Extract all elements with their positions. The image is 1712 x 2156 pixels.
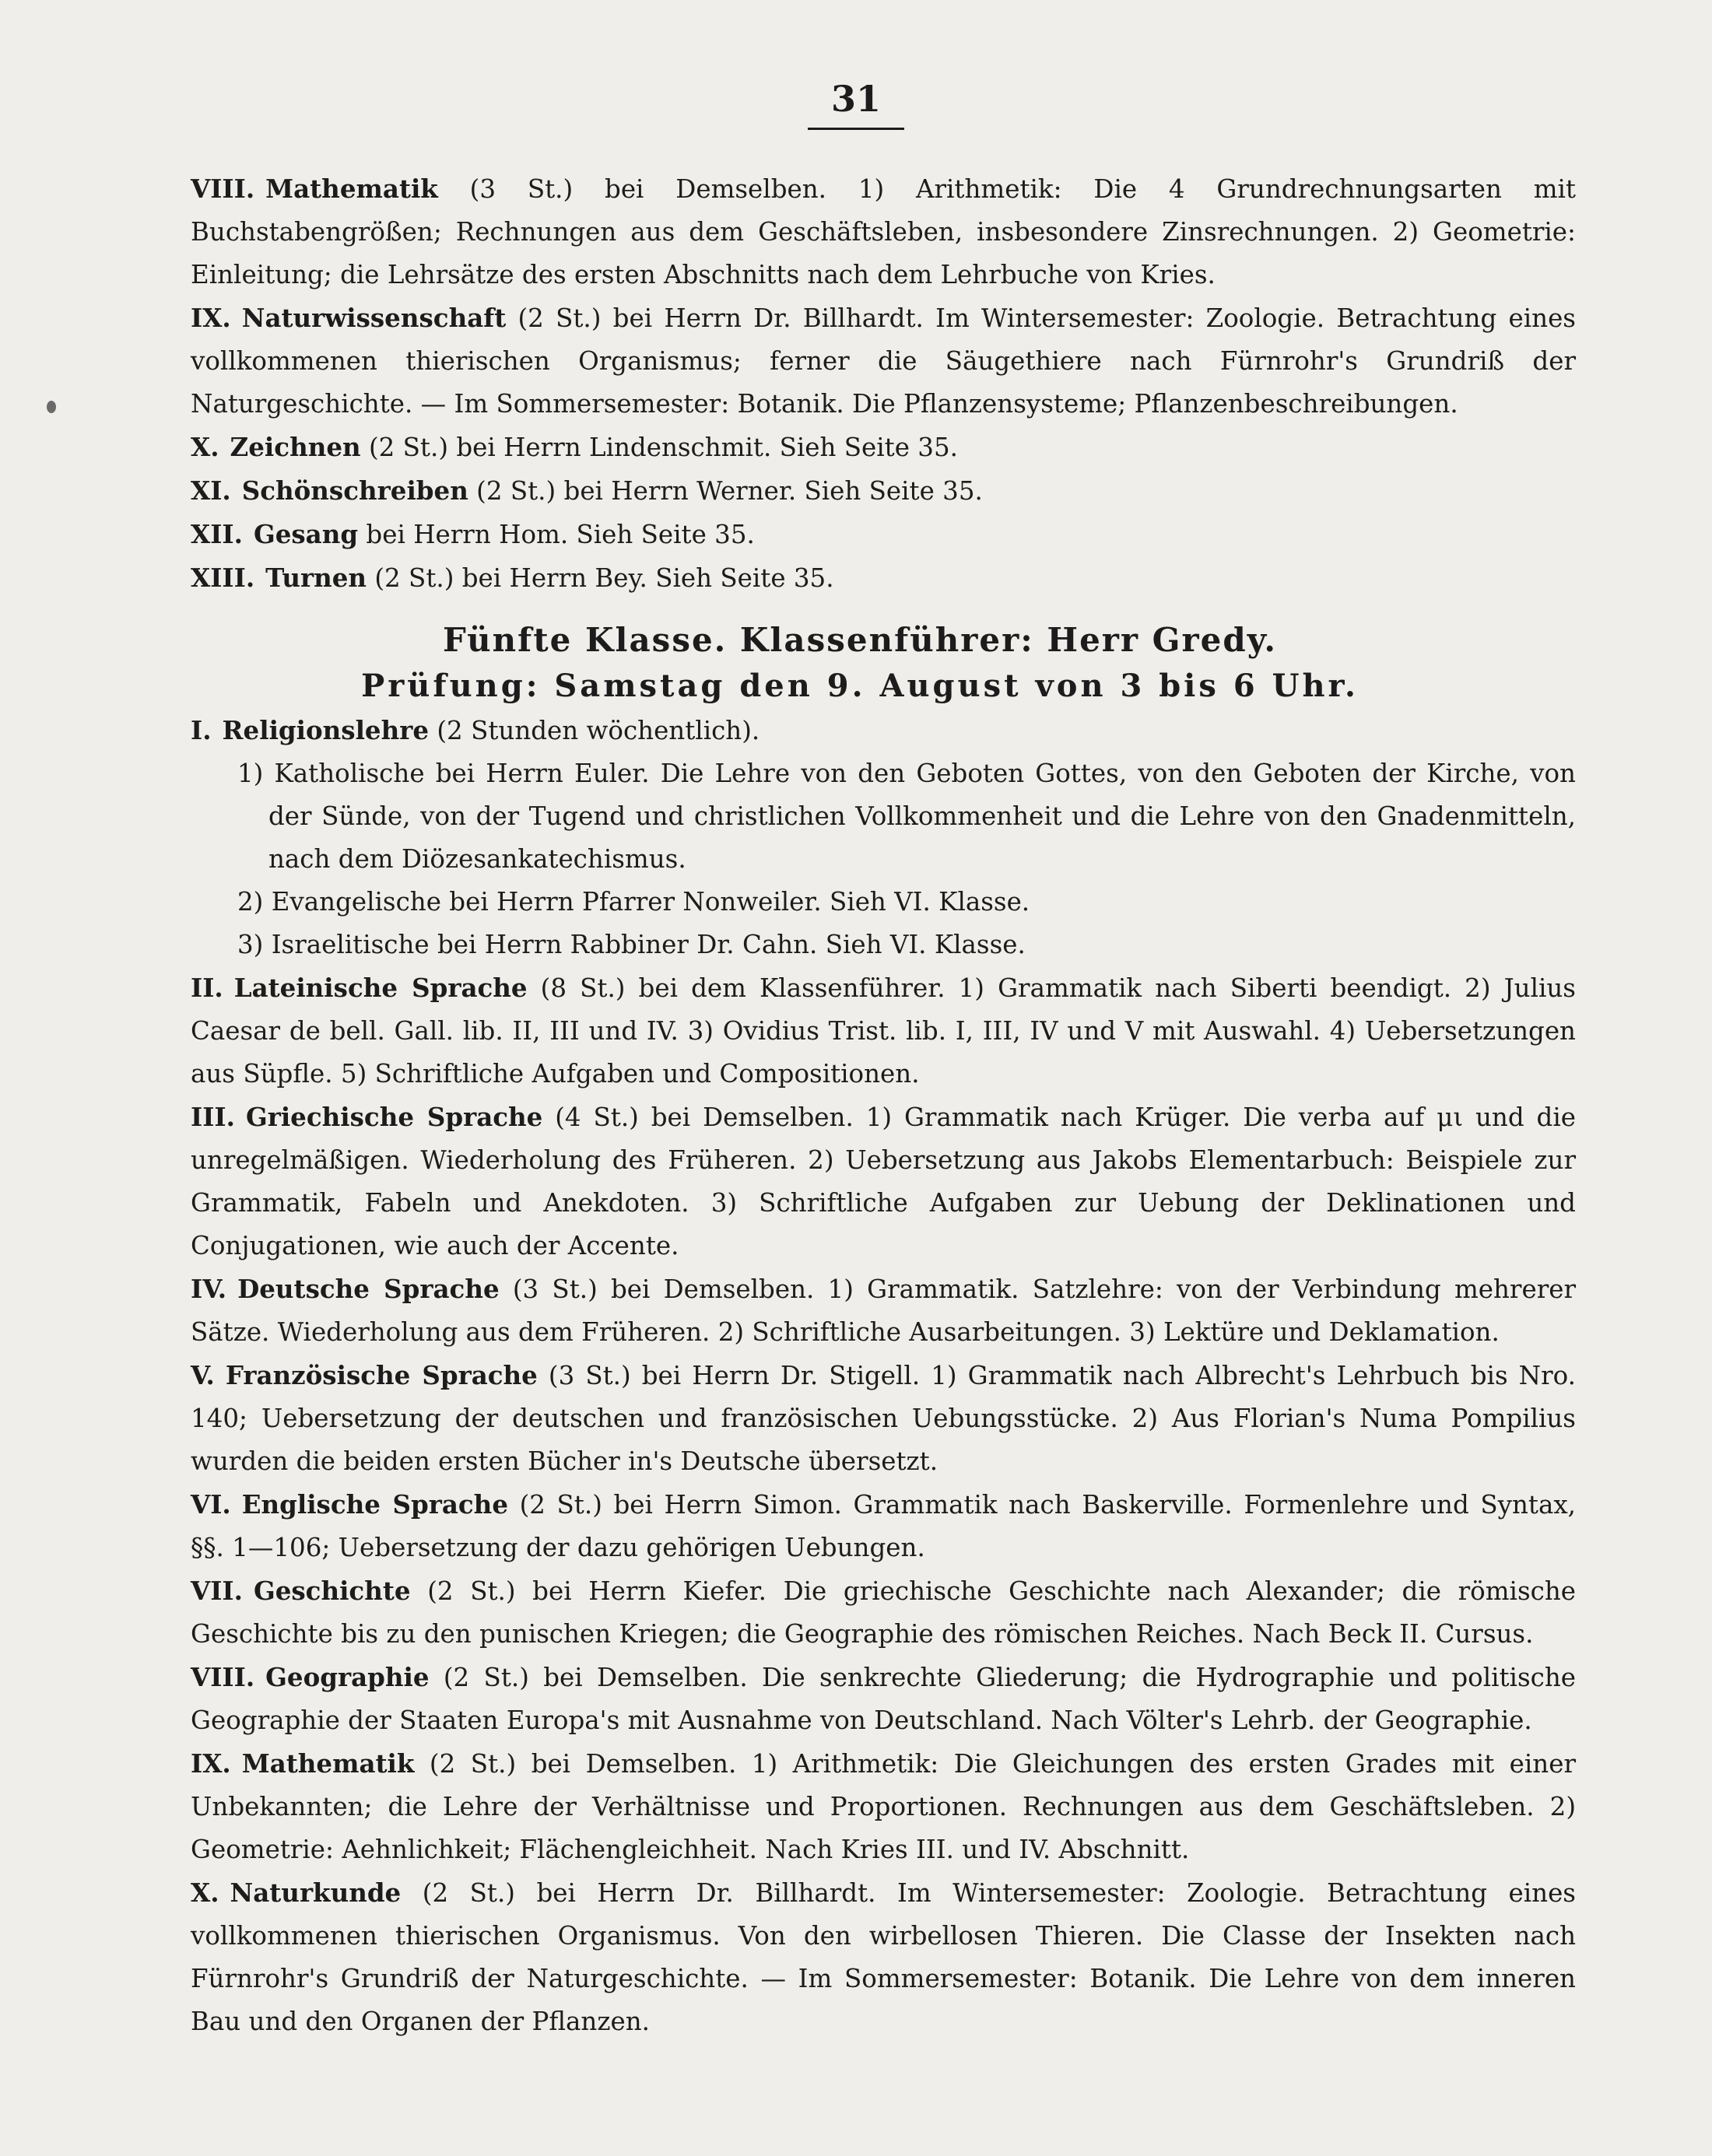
entry-number: IV. [191,1274,227,1304]
entry-subject: Naturwissenschaft [241,303,507,333]
religion-item-katholisch: 1) Katholische bei Herrn Euler. Die Lehre von den Geboten Gottes, von den Geboten der Kirche, von der Sünde, von der Tugend und christlichen Vollkommenheit und die Lehre von den Gnadenmitteln, nach dem Diözesankatechismus. [237,759,1576,874]
religion-item-israelitisch: 3) Israelitische bei Herrn Rabbiner Dr. Cahn. Sieh VI. Klasse. [237,930,1026,959]
entry-text: (4 St.) bei Demselben. 1) Grammatik nach Krüger. Die verba auf μι und die unregelmäßigen. Wiederholung des Früheren. 2) Uebersetzung aus Jakobs Elementarbuch: Beispiele zur Grammatik, Fabeln und Anekdoten. 3) Schriftliche Aufgaben zur Uebung der Deklinationen und Conjugationen, wie auch der Accente. [191,1103,1576,1260]
religion-sublist [144,752,1576,966]
entry-number: XII. [191,519,243,549]
entry-number: III. [191,1102,235,1132]
entry-subject: Geschichte [253,1576,411,1606]
entry-subject: Turnen [265,563,367,593]
entry-prev-mathematik [144,167,1576,296]
entry-number: II. [191,973,223,1003]
entry-text: (2 St.) bei Demselben. Die senkrechte Gliederung; die Hydrographie und politische Geographie der Staaten Europa's mit Ausnahme von Deutschland. Nach Völter's Lehrb. der Geographie. [191,1663,1576,1735]
entry-number: X. [191,1877,219,1908]
entry-text: (3 St.) bei Demselben. 1) Grammatik. Satzlehre: von der Verbindung mehrerer Sätze. Wiederholung aus dem Früheren. 2) Schriftliche Ausarbeitungen. 3) Lektüre und Deklamation. [191,1274,1577,1347]
religion-item-evangelisch: 2) Evangelische bei Herrn Pfarrer Nonweiler. Sieh VI. Klasse. [237,887,1030,917]
entry-latein [144,966,1576,1096]
entry-number: VI. [191,1489,231,1520]
entry-subject: Geographie [265,1662,430,1692]
entry-number: VIII. [191,174,255,204]
entry-subject: Zeichnen [230,432,361,462]
entry-text: (2 St.) bei Herrn Simon. Grammatik nach Baskerville. Formenlehre und Syntax, §§. 1—106; Uebersetzung der dazu gehörigen Uebungen. [191,1490,1577,1562]
entry-text: (2 St.) bei Herrn Dr. Billhardt. Im Wintersemester: Zoologie. Betrachtung eines vollkommenen thierischen Organismus. Von den wirbellosen Thieren. Die Classe der Insekten nach Fürnrohr's Grundriß der Naturgeschichte. — Im Sommersemester: Botanik. Die Lehre von dem inneren Bau und den Organen der Pflanzen. [191,1878,1576,2036]
entry-number: IX. [191,303,231,333]
entry-religionslehre [144,709,1576,752]
entry-prev-naturwissenschaft [144,296,1576,426]
entry-text: (8 St.) bei dem Klassenführer. 1) Grammatik nach Siberti beendigt. 2) Julius Caesar de bell. Gall. lib. II, III und IV. 3) Ovidius Trist. lib. I, III, IV und V mit Auswahl. 4) Uebersetzungen aus Süpfle. 5) Schriftliche Aufgaben und Compositionen. [191,973,1576,1089]
entry-text: bei Herrn Hom. Sieh Seite 35. [358,520,755,549]
entry-text: (2 St.) bei Herrn Werner. Sieh Seite 35. [468,476,983,506]
entry-subject: Französische Sprache [225,1360,538,1390]
entry-prev-zeichnen [144,426,1576,469]
entry-englisch [144,1483,1576,1569]
entry-text: (2 St.) bei Herrn Kiefer. Die griechische Geschichte nach Alexander; die römische Geschichte bis zu den punischen Kriegen; die Geographie des römischen Reiches. Nach Beck II. Cursus. [191,1576,1576,1649]
entry-mathematik [144,1742,1576,1871]
page-header [0,78,1712,130]
entry-number: V. [191,1360,215,1390]
entry-geschichte [144,1569,1576,1656]
entry-subject: Mathematik [265,174,438,204]
entry-number: XI. [191,475,231,506]
entry-geographie [144,1656,1576,1742]
entry-franzoesisch [144,1354,1576,1483]
entry-prev-gesang [144,513,1576,556]
entry-prev-turnen [144,556,1576,600]
entry-number: IX. [191,1748,231,1779]
entry-griechisch [144,1096,1576,1267]
entry-prev-schoenschreiben [144,469,1576,513]
entry-subject: Gesang [253,519,359,549]
entry-subject: Englische Sprache [241,1489,508,1520]
entry-text: (3 St.) bei Demselben. 1) Arithmetik: Die 4 Grundrechnungsarten mit Buchstabengrößen; Rechnungen aus dem Geschäftsleben, insbesondere Zinsrechnungen. 2) Geometrie: Einleitung; die Lehrsätze des ersten Abschnitts nach dem Lehrbuche von Kries. [191,174,1576,289]
entry-subject: Deutsche Sprache [237,1274,500,1304]
entry-subject: Schönschreiben [241,475,468,506]
entry-number: XIII. [191,563,255,593]
entry-number: VII. [191,1576,243,1606]
entry-number: I. [191,715,212,745]
entry-deutsch [144,1267,1576,1354]
class-title: Fünfte Klasse. Klassenführer: Herr Gredy. [443,621,1277,659]
ink-spot [47,401,56,413]
entry-naturkunde [144,1871,1576,2043]
entry-number: X. [191,432,219,462]
entry-text: (3 St.) bei Herrn Dr. Stigell. 1) Grammatik nach Albrecht's Lehrbuch bis Nro. 140; Uebersetzung der deutschen und französischen Uebungsstücke. 2) Aus Florian's Numa Pompilius wurden die beiden ersten Bücher in's Deutsche übersetzt. [191,1361,1576,1476]
entry-number: VIII. [191,1662,255,1692]
entry-text: (2 Stunden wöchentlich). [429,716,760,745]
page-content [144,167,1576,2043]
entry-text: (2 St.) bei Herrn Dr. Billhardt. Im Wintersemester: Zoologie. Betrachtung eines vollkommenen thierischen Organismus; ferner die Säugethiere nach Fürnrohr's Grundriß der Naturgeschichte. — Im Sommersemester: Botanik. Die Pflanzensysteme; Pflanzenbeschreibungen. [191,303,1576,419]
exam-line: Prüfung: Samstag den 9. August von 3 bis 6 Uhr. [361,668,1359,704]
entry-text: (2 St.) bei Herrn Lindenschmit. Sieh Seite 35. [360,433,958,462]
entry-subject: Naturkunde [230,1877,402,1908]
entry-text: (2 St.) bei Herrn Bey. Sieh Seite 35. [367,563,834,593]
entry-text: (2 St.) bei Demselben. 1) Arithmetik: Die Gleichungen des ersten Grades mit einer Unbekannten; die Lehre der Verhältnisse und Proportionen. Rechnungen aus dem Geschäftsleben. 2) Geometrie: Aehnlichkeit; Flächengleichheit. Nach Kries III. und IV. Abschnitt. [191,1749,1576,1864]
entry-subject: Mathematik [241,1748,415,1779]
entry-subject: Lateinische Sprache [233,973,528,1003]
page-number: 31 [808,78,904,130]
entry-subject: Griechische Sprache [245,1102,543,1132]
entry-subject: Religionslehre [222,715,430,745]
